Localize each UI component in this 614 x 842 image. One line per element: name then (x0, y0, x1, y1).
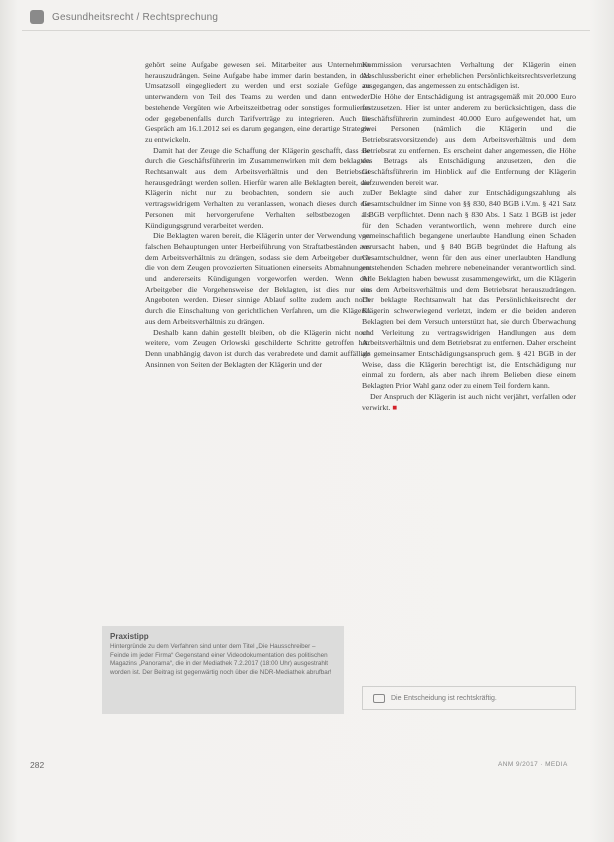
section-icon (30, 10, 44, 24)
paragraph (362, 392, 576, 413)
end-of-article-mark: ■ (392, 402, 398, 412)
paragraph: Die Beklagten waren bereit, die Klägerin unter der Verwendung von falschen Behauptungen unter Herbeiführung von Straftatbeständen aus dem Arbeitsverhältnis zu drängen, sodass sie dem Arbeitgeber durch die von dem Zeugen provozierten Situationen einerseits Abmahnungen und andererseits Kündigungen vorgeworfen werden. Wenn der Arbeitgeber die Vorgehensweise der Beklagten, ist dies nur ein Angeboten werden. Dieser sinnige Ablauf sollte zudem auch noch durch die Einschaltung von gerichtlichen Verfahren, um die Klägerin aus dem Arbeitsverhältnis zu drängen. (145, 231, 370, 326)
practice-tip-title: Praxistipp (110, 632, 149, 641)
paragraph: gehört seine Aufgabe gewesen sei. Mitarbeiter aus Unternehmen herauszudrängen. Seine Aufgabe habe immer darin bestanden, in das Umsatzsoll eingegliedert zu werden und erst soziale Gefüge zu unterwandern von Teil des Teams zu werden und dann entweder bestehende Vergüten wie Arbeitszeitbetrag oder sonstiges formulieren oder gegebenenfalls durch Tarifverträge zu integrieren. Auch im Gespräch am 16.1.2012 sei es darum gegangen, eine derartige Strategie zu entwickeln. (145, 60, 370, 144)
running-header (30, 6, 590, 28)
left-text-column (145, 60, 370, 370)
decision-note-text: Die Entscheidung ist rechtskräftig. (391, 694, 497, 702)
paragraph: Damit hat der Zeuge die Schaffung der Klägerin geschafft, dass sie durch die Geschäftsführerin im Zusammenwirken mit dem beklagten Rechtsanwalt aus dem Arbeitsverhältnis und den Betriebsrat herausgedrängt werden sollen. Hierfür waren alle Beklagten bereit, die Klägerin nicht nur zu beobachten, sondern sie auch zu vertragswidrigem Verhalten zu veranlassen, wonach dieses durch die Personen mit hervorgerufene Verhalten selbstbezogen als Kündigungsgrund verarbeitet werden. (145, 145, 370, 230)
header-divider (22, 30, 590, 31)
practice-tip-text: Hintergründe zu dem Verfahren sind unter dem Titel „Die Hausschreiber – Feinde im jeder Firma“ Gegenstand einer Videodokumentation des politischen Magazins „Panorama“, die in der Mediathek 7.2.2017 (18:00 Uhr) ausgestrahlt worden ist. Der Beitrag ist gegenwärtig noch über die NDR-Mediathek abrufbar! (110, 643, 332, 676)
paragraph: Der Beklagte sind daher zur Entschädigungszahlung als Gesamtschuldner im Sinne von §§ 830, 840 BGB i.V.m. § 421 Satz 1 BGB verpflichtet. Denn nach § 830 Abs. 1 Satz 1 BGB ist jeder für den Schaden verantwortlich, wenn mehrere durch eine gemeinschaftlich begangene unerlaubte Handlung einen Schaden verursacht haben, und § 840 BGB begründet die Haftung als Gesamtschuldner, wenn für den aus einer unerlaubten Handlung entstehenden Schaden mehrere nebeneinander verantwortlich sind. Alle Beklagten haben bewusst zusammengewirkt, um die Klägerin aus dem Arbeitsverhältnis und dem Betriebsrat herauszudrängen. Der beklagte Rechtsanwalt hat das Persönlichkeitsrecht der Klägerin schwerwiegend verletzt, indem er die beiden anderen Beklagten bei dem Versuch unterstützt hat, sie durch Überwachung und Verleitung zu vertragswidrigen Handlungen aus dem Arbeitsverhältnis und dem Betriebsrat zu entfernen. Daher erscheint als gemeinsamer Entschädigungsanspruch gem. § 421 BGB in der Weise, dass die Klägerin berechtigt ist, die Entschädigung nur einmal zu fordern, als aber nach ihrem Belieben diese einem Beklagten Prior Wahl ganz oder zu einem Teil fordern kann. (362, 188, 576, 391)
paragraph: Die Höhe der Entschädigung ist antragsgemäß mit 20.000 Euro festzusetzen. Hier ist unter anderem zu berücksichtigen, dass die Geschäftsführerin zumindest 40.000 Euro aufgewendet hat, um zwei Personen (nämlich die Klägerin und die Betriebsratsvorsitzende) aus dem Arbeitsverhältnis und dem Betriebsrat zu entfernen. Es erscheint daher angemessen, die Höhe des Betrags als Entschädigung anzusetzen, den die Geschäftsführerin im Hinblick auf die Entfernung der Klägerin aufzuwenden bereit war. (362, 92, 576, 187)
final-paragraph-text: Der Anspruch der Klägerin ist auch nicht verjährt, verfallen oder verwirkt. (362, 391, 576, 412)
page-number: 282 (30, 760, 45, 770)
right-text-column (362, 60, 576, 413)
paragraph: Deshalb kann dahin gestellt bleiben, ob die Klägerin nicht noch weitere, vom Zeugen Orlowski geschilderte Schritte getroffen hat. Denn unabhängig davon ist durch das verabredete und damit auffällige Ansinnen von Seiten der Beklagten der Klägerin und der (145, 327, 370, 369)
issue-reference: ANM 9/2017 · MEDIA (498, 761, 568, 768)
monitor-icon (373, 694, 385, 703)
practice-tip-box (102, 626, 344, 714)
header-title: Gesundheitsrecht / Rechtsprechung (52, 11, 219, 23)
decision-note-box (362, 686, 576, 710)
paragraph: Kommission verursachten Verhaltung der Klägerin einen Abschlussbericht einer erheblichen Persönlichkeitsrechtsverletzung ausgegangen, das angemessen zu entschädigen ist. (362, 60, 576, 91)
